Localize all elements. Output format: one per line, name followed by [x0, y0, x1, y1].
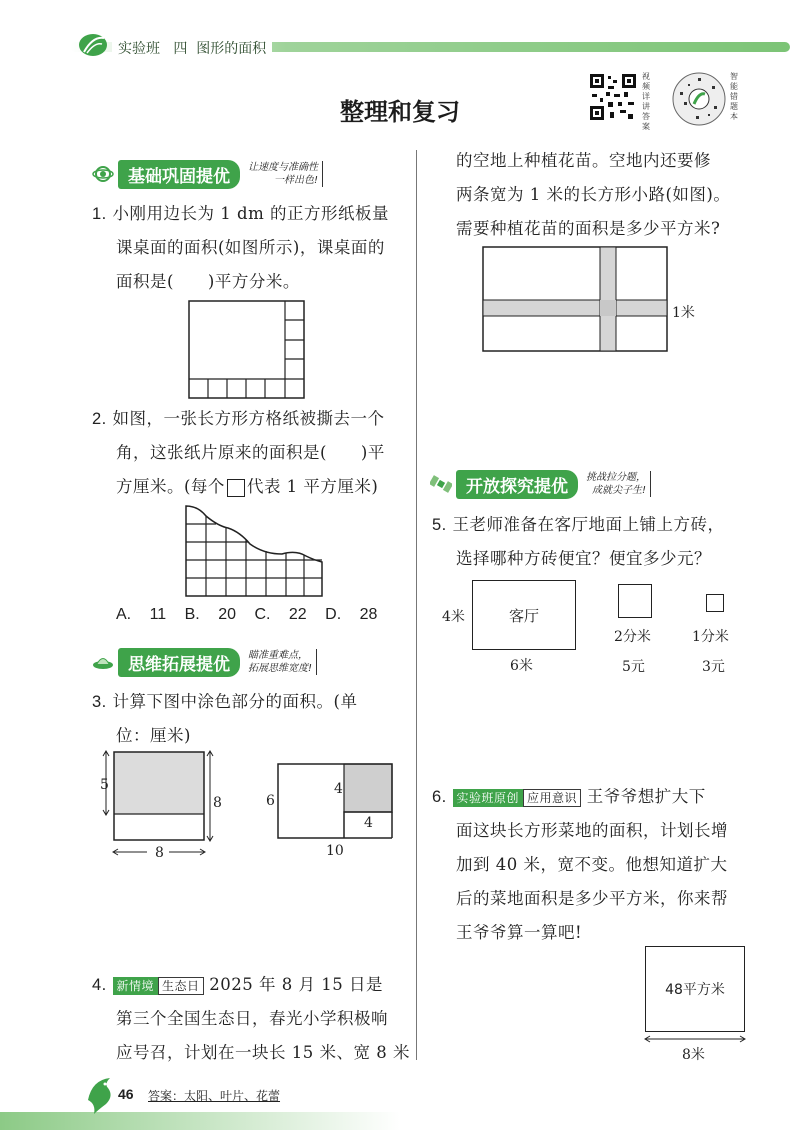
q6-line3: 加到 40 米，宽不变。他想知道扩大: [456, 855, 728, 874]
section-basic-note-line1: 让速度与准确性: [248, 162, 318, 173]
q4-number: 4.: [92, 976, 107, 994]
q1-line3: 面积是( )平方分米。: [116, 272, 300, 291]
section-open-header: [430, 470, 651, 498]
q1-number: 1.: [92, 205, 107, 223]
section-basic-label: 基础巩固提优: [118, 160, 240, 189]
leaf-logo-icon: [78, 32, 108, 58]
q4-cont-line2: 两条宽为 1 米的长方形小路(如图)。: [456, 185, 731, 204]
qr-code-circle-icon[interactable]: [672, 72, 726, 126]
q3-number: 3.: [92, 693, 107, 711]
q2-option-b[interactable]: B. 20: [184, 606, 236, 623]
q3-line2: 位：厘米): [116, 726, 191, 745]
q3-fig2-bottom-label: 10: [326, 843, 344, 859]
q2-line1: 如图，一张长方形方格纸被撕去一个: [112, 409, 385, 428]
q6-tag-application: 应用意识: [523, 789, 581, 807]
q3-fig1-right-label: 8: [213, 795, 222, 811]
question-1: [92, 197, 412, 299]
q4-line1: 2025 年 8 月 15 日是: [209, 975, 384, 994]
q5-room-rect: [472, 580, 576, 650]
q5-tile1-price: 5元: [622, 659, 645, 675]
q4-cont-line1: 的空地上种植花苗。空地内还要修: [456, 151, 711, 170]
qr-right-label: 智能错题本: [730, 72, 738, 121]
q2-option-c[interactable]: C. 22: [254, 606, 307, 623]
q6-line4: 后的菜地面积是多少平方米，你来帮: [456, 889, 728, 908]
q6-line2: 面这块长方形菜地的面积，计划长增: [456, 821, 728, 840]
q2-option-d[interactable]: D. 28: [325, 606, 378, 623]
planet-icon: [92, 163, 114, 185]
section-basic-note: [248, 161, 323, 187]
q3-fig2-inner-v-label: 4: [334, 781, 343, 797]
q2-options: [116, 606, 377, 624]
q4-figure-plot: [482, 246, 668, 352]
qr-code-icon[interactable]: [588, 72, 638, 122]
q5-number: 5.: [432, 516, 447, 534]
dolphin-icon: [84, 1074, 118, 1114]
chapter-name: 图形的面积: [196, 41, 267, 57]
q2-figure-torn-grid: [184, 504, 324, 598]
q5-room-height-label: 4米: [442, 609, 465, 625]
section-basic-note-line2: 一样出色!: [273, 175, 318, 186]
q4-tag-eco-day: 生态日: [158, 977, 204, 995]
question-4: [92, 968, 412, 1070]
question-4-continued: [456, 144, 776, 246]
section-open-label: 开放探究提优: [456, 470, 578, 499]
question-3: [92, 685, 412, 753]
page-title: 整理和复习: [340, 98, 460, 126]
q3-fig2-inner-h-label: 4: [364, 815, 373, 831]
q3-fig1-bottom-label: 8: [155, 845, 164, 861]
q2-number: 2.: [92, 410, 107, 428]
q6-garden-width: 8米: [682, 1047, 705, 1063]
q1-line2: 课桌面的面积(如图所示)，课桌面的: [116, 238, 385, 257]
section-thinking-note-line2: 拓展思维宽度!: [248, 663, 313, 674]
q2-option-a[interactable]: A. 11: [116, 606, 167, 623]
series-name: 实验班: [118, 41, 160, 57]
q3-figure-2: [276, 762, 406, 842]
section-thinking-note: [248, 649, 317, 675]
q5-room-label: 客厅: [508, 606, 539, 625]
section-thinking-note-line1: 瞄准重难点，: [248, 650, 308, 661]
q3-fig1-left-label: 5: [100, 777, 109, 793]
q6-garden-rect: [645, 946, 745, 1032]
q4-tag-new-context: 新情境: [113, 977, 159, 995]
q5-line1: 王老师准备在客厅地面上铺上方砖，: [452, 515, 725, 534]
q6-garden-area: 48平方米: [665, 982, 725, 998]
q5-tile1-size: 2分米: [614, 629, 651, 645]
q4-fig-path-width-label: 1米: [672, 305, 695, 321]
section-basic-header: [92, 160, 323, 188]
q6-width-arrow: [643, 1034, 747, 1044]
q1-line1: 小刚用边长为 1 dm 的正方形纸板量: [112, 204, 389, 223]
unit-number: 四: [173, 41, 188, 57]
q2-line3a: 方厘米。(每个: [116, 477, 225, 496]
section-thinking-label: 思维拓展提优: [118, 648, 240, 677]
running-header: [112, 38, 272, 58]
q2-line2: 角，这张纸片原来的面积是( )平: [116, 443, 385, 462]
question-2: [92, 402, 412, 504]
q5-tile2-size: 1分米: [692, 629, 729, 645]
satellite-icon: [430, 473, 452, 495]
q6-line1: 王爷爷想扩大下: [586, 787, 706, 806]
qr-left-label: 视频详讲答案: [642, 72, 650, 131]
section-open-note: [586, 471, 651, 497]
q5-room-width-label: 6米: [510, 658, 533, 674]
q4-line3: 应号召，计划在一块长 15 米、宽 8 米: [116, 1043, 410, 1062]
q5-line2: 选择哪种方砖便宜？便宜多少元？: [456, 549, 711, 568]
section-thinking-header: [92, 648, 317, 676]
page-number: 46: [118, 1086, 134, 1102]
section-open-note-line1: 挑战拉分题，: [586, 472, 646, 483]
section-open-note-line2: 成就尖子生!: [591, 485, 646, 496]
column-divider: [416, 150, 417, 1060]
question-5: [432, 508, 782, 576]
footer-answer: 答案：太阳、叶片、花蕾: [148, 1089, 281, 1103]
q1-figure-desk: [188, 300, 306, 400]
ufo-icon: [92, 651, 114, 673]
unit-square-icon: [227, 479, 245, 497]
q4-cont-line3: 需要种植花苗的面积是多少平方米?: [456, 219, 721, 238]
q5-tile-small: [706, 594, 724, 612]
question-6: [432, 780, 782, 950]
footer-band: [0, 1112, 800, 1130]
q3-line1: 计算下图中涂色部分的面积。(单: [112, 692, 358, 711]
q4-line2: 第三个全国生态日，春光小学积极响: [116, 1009, 388, 1028]
q6-line5: 王爷爷算一算吧!: [456, 923, 583, 942]
q5-tile-large: [618, 584, 652, 618]
q5-tile2-price: 3元: [702, 659, 725, 675]
q6-number: 6.: [432, 788, 447, 806]
q2-line3b: 代表 1 平方厘米): [246, 477, 379, 496]
q3-fig2-left-label: 6: [266, 793, 275, 809]
q6-tag-original: 实验班原创: [453, 789, 524, 807]
